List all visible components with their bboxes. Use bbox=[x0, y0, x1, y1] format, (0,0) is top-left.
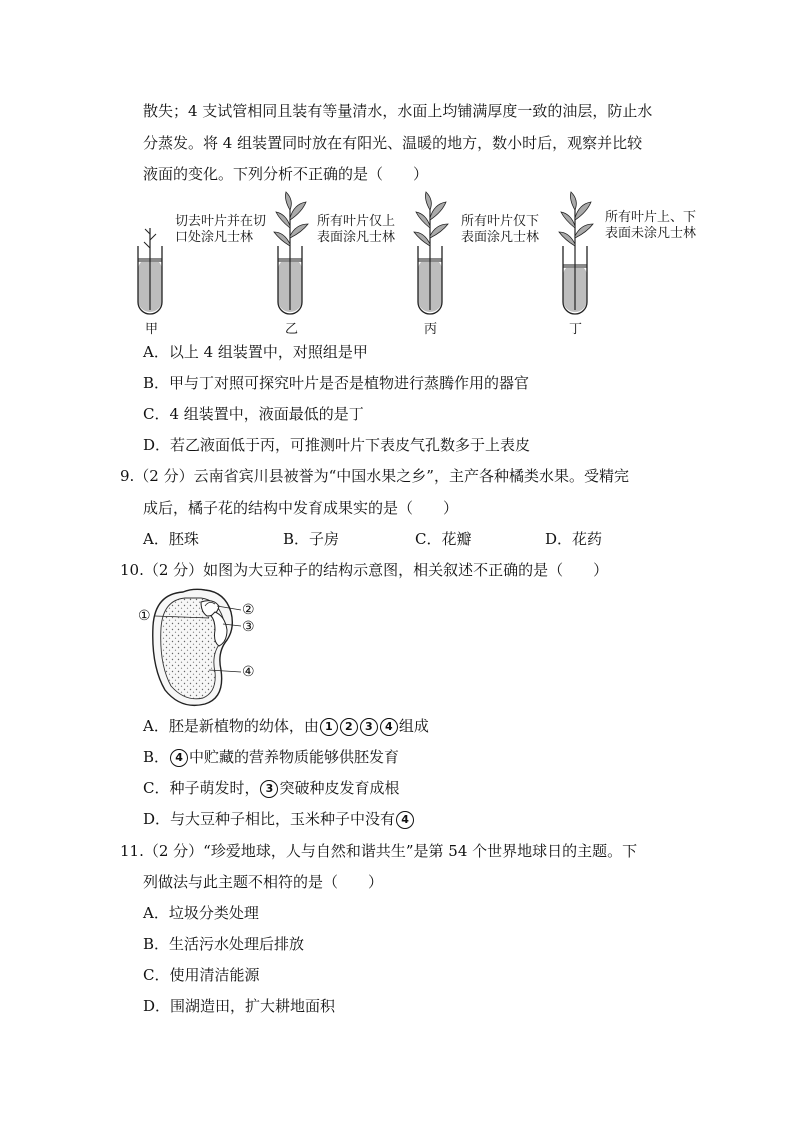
q8-stem-line: 液面的变化。下列分析不正确的是（ ） bbox=[143, 165, 429, 183]
q8-stem-line: 散失；4 支试管相同且装有等量清水，水面上均铺满厚度一致的油层，防止水 bbox=[143, 102, 653, 120]
q9-stem-line: 9.（2 分）云南省宾川县被誉为“中国水果之乡”，主产各种橘类水果。受精完 bbox=[120, 467, 629, 485]
circled-number: 1 bbox=[320, 718, 338, 736]
q9-option-a[interactable]: A．胚珠 bbox=[143, 530, 199, 548]
tube-yi-label: 乙 bbox=[285, 322, 299, 337]
q8-option-a[interactable]: A．以上 4 组装置中，对照组是甲 bbox=[143, 343, 368, 361]
circled-number: 4 bbox=[380, 718, 398, 736]
circled-number: 2 bbox=[340, 718, 358, 736]
circled-number: 4 bbox=[396, 811, 414, 829]
tube-bing-diagram bbox=[410, 188, 460, 320]
q10-stem: 10.（2 分）如图为大豆种子的结构示意图，相关叙述不正确的是（ ） bbox=[120, 561, 609, 579]
tube-yi-diagram bbox=[270, 188, 320, 320]
q11-option-b[interactable]: B．生活污水处理后排放 bbox=[143, 935, 305, 953]
circled-number: 4 bbox=[170, 749, 188, 767]
tube-bing-label: 丙 bbox=[424, 322, 438, 337]
tube-ding-diagram bbox=[555, 188, 605, 320]
q10-option-a-text: A．胚是新植物的幼体，由 bbox=[143, 717, 319, 735]
circled-number: 3 bbox=[260, 780, 278, 798]
q9-option-c[interactable]: C．花瓣 bbox=[415, 530, 472, 548]
q10-option-b-tail: 中贮藏的营养物质能够供胚发育 bbox=[189, 748, 400, 766]
q11-option-c[interactable]: C．使用清洁能源 bbox=[143, 966, 260, 984]
tube-bing-caption: 表面涂凡士林 bbox=[461, 230, 540, 245]
tube-jia-caption: 口处涂凡士林 bbox=[175, 230, 254, 245]
q10-option-c-text: C．种子萌发时， bbox=[143, 779, 260, 797]
q11-option-a[interactable]: A．垃圾分类处理 bbox=[143, 904, 259, 922]
q10-option-c-tail: 突破种皮发育成根 bbox=[279, 779, 400, 797]
tube-ding-caption: 表面未涂凡士林 bbox=[605, 226, 697, 241]
q10-option-d[interactable] bbox=[143, 809, 415, 829]
seed-label-3: ③ bbox=[242, 619, 255, 635]
q10-option-b-text: B． bbox=[143, 748, 170, 766]
q8-stem-line: 分蒸发。将 4 组装置同时放在有阳光、温暖的地方，数小时后，观察并比较 bbox=[143, 134, 643, 152]
q9-stem-line: 成后，橘子花的结构中发育成果实的是（ ） bbox=[143, 499, 459, 517]
q10-option-b[interactable] bbox=[143, 747, 399, 767]
q10-option-c[interactable] bbox=[143, 778, 400, 798]
tube-bing-caption: 所有叶片仅下 bbox=[461, 214, 540, 229]
seed-label-4: ④ bbox=[242, 664, 255, 680]
tube-jia-caption: 切去叶片并在切 bbox=[175, 214, 267, 229]
q11-option-d[interactable]: D．围湖造田，扩大耕地面积 bbox=[143, 997, 336, 1015]
tube-yi-caption: 所有叶片仅上 bbox=[317, 214, 396, 229]
q8-option-c[interactable]: C．4 组装置中，液面最低的是丁 bbox=[143, 405, 364, 423]
q9-option-d[interactable]: D．花药 bbox=[545, 530, 603, 548]
tube-ding-label: 丁 bbox=[569, 322, 583, 337]
circled-number: 3 bbox=[360, 718, 378, 736]
tube-jia-label: 甲 bbox=[145, 322, 159, 337]
soybean-seed-diagram bbox=[135, 586, 285, 710]
tube-yi-caption: 表面涂凡士林 bbox=[317, 230, 396, 245]
tube-ding-caption: 所有叶片上、下 bbox=[605, 210, 697, 225]
seed-label-1: ① bbox=[138, 608, 151, 624]
q10-option-a-tail: 组成 bbox=[398, 717, 429, 735]
tube-jia-diagram bbox=[130, 210, 170, 320]
q9-option-b[interactable]: B．子房 bbox=[283, 530, 340, 548]
q10-option-d-text: D．与大豆种子相比，玉米种子中没有 bbox=[143, 810, 396, 828]
q8-option-b[interactable]: B．甲与丁对照可探究叶片是否是植物进行蒸腾作用的器官 bbox=[143, 374, 530, 392]
q10-option-a[interactable] bbox=[143, 716, 429, 736]
q11-stem-line: 列做法与此主题不相符的是（ ） bbox=[143, 873, 384, 891]
seed-label-2: ② bbox=[242, 602, 255, 618]
q8-option-d[interactable]: D．若乙液面低于丙，可推测叶片下表皮气孔数多于上表皮 bbox=[143, 436, 531, 454]
q11-stem-line: 11.（2 分）“珍爱地球，人与自然和谐共生”是第 54 个世界地球日的主题。下 bbox=[120, 842, 638, 860]
